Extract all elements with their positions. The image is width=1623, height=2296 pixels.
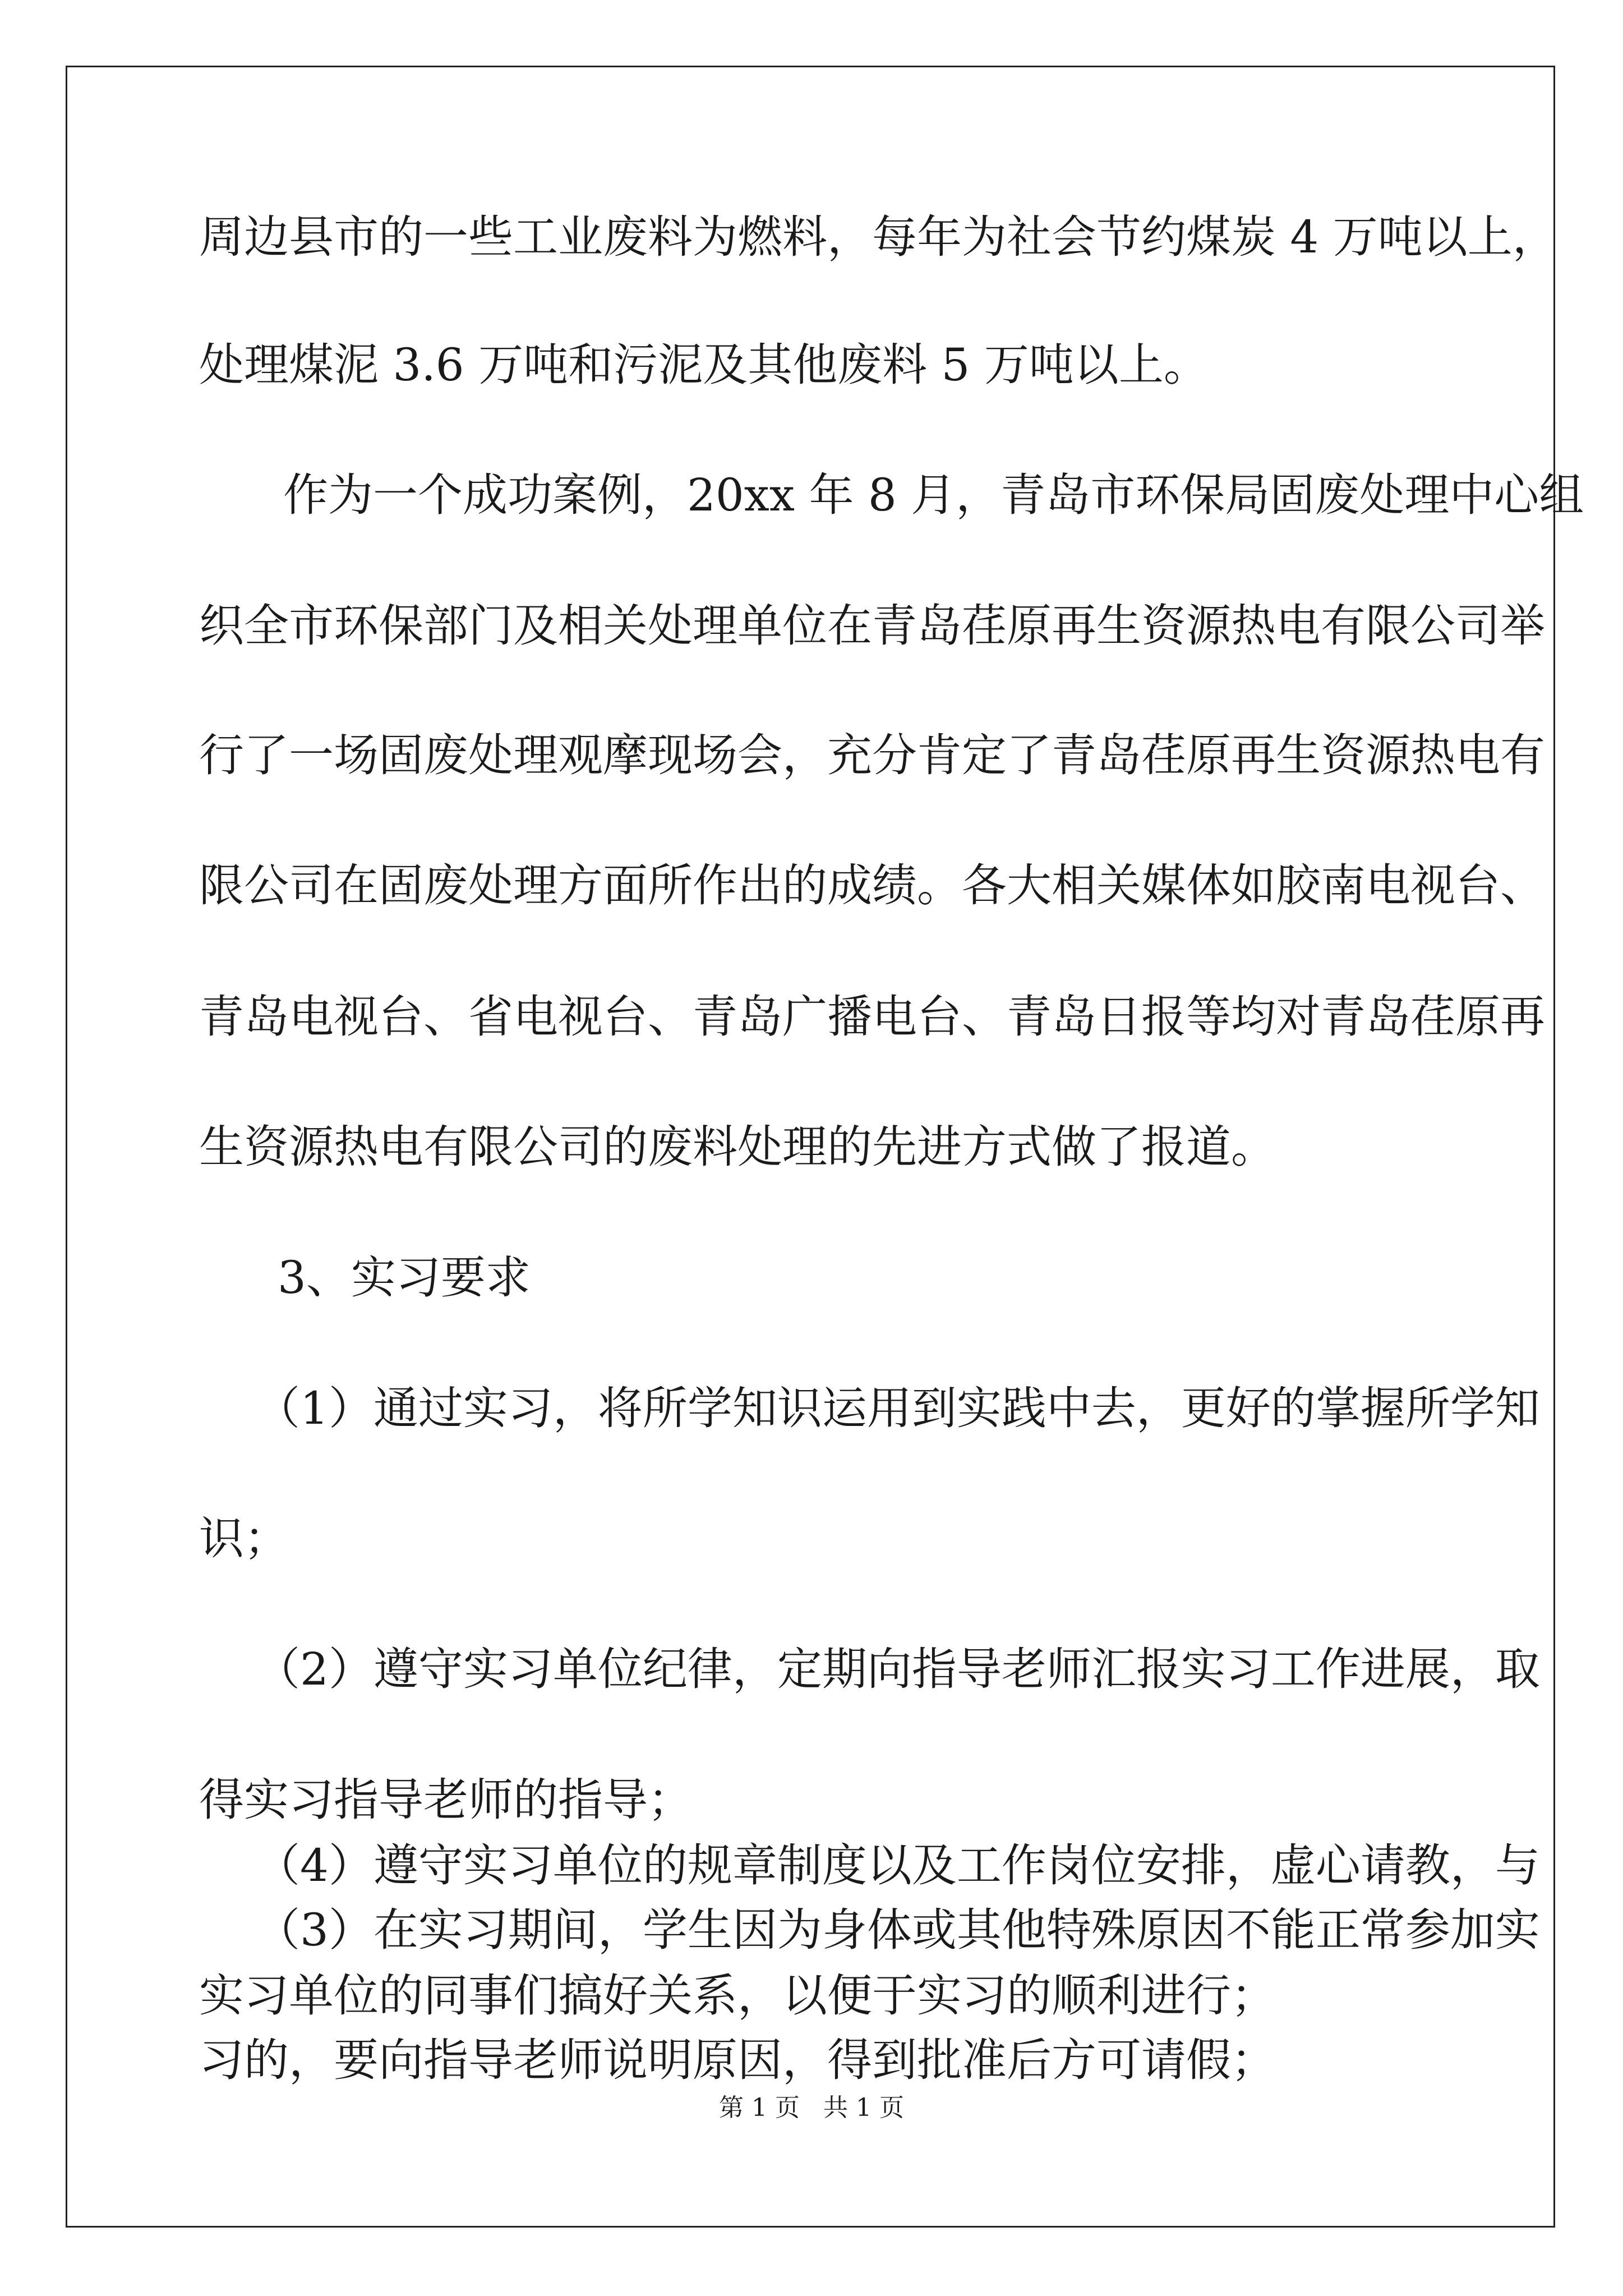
page-footer (0, 2091, 1623, 2125)
list-item-line: （2）遵守实习单位纪律，定期向指导老师汇报实习工作进展，取 (255, 1643, 1540, 1695)
list-item-line: 习的，要向指导老师说明原因，得到批准后方可请假； (199, 2034, 1276, 2086)
section-heading: 3、实习要求 (278, 1251, 531, 1304)
paragraph-line: 处理煤泥 3.6 万吨和污泥及其他废料 5 万吨以上。 (199, 339, 1209, 391)
paragraph-line: 织全市环保部门及相关处理单位在青岛荏原再生资源热电有限公司举 (199, 600, 1545, 652)
list-item-line: 识； (199, 1512, 289, 1565)
list-item-line: （1）通过实习，将所学知识运用到实践中去，更好的掌握所学知 (255, 1382, 1540, 1434)
list-item-line: 得实习指导老师的指导； (199, 1774, 693, 1826)
paragraph-line: 青岛电视台、省电视台、青岛广播电台、青岛日报等均对青岛荏原再 (199, 991, 1545, 1043)
paragraph-line: 周边县市的一些工业废料为燃料，每年为社会节约煤炭 4 万吨以上， (199, 211, 1557, 263)
page-number: 第 1 页 (719, 2093, 800, 2122)
paragraph-line: 行了一场固废处理观摩现场会，充分肯定了青岛荏原再生资源热电有 (199, 729, 1545, 781)
paragraph-line: 作为一个成功案例，20xx 年 8 月，青岛市环保局固废处理中心组 (283, 469, 1584, 521)
list-item-line: （3）在实习期间，学生因为身体或其他特殊原因不能正常参加实 (255, 1904, 1540, 1956)
page-total: 共 1 页 (823, 2093, 904, 2122)
list-item-line: 实习单位的同事们搞好关系，以便于实习的顺利进行； (199, 1970, 1276, 2022)
paragraph-line: 限公司在固废处理方面所作出的成绩。各大相关媒体如胶南电视台、 (199, 859, 1545, 912)
paragraph-line: 生资源热电有限公司的废料处理的先进方式做了报道。 (199, 1121, 1276, 1173)
list-item-line: （4）遵守实习单位的规章制度以及工作岗位安排，虚心请教，与 (255, 1839, 1540, 1892)
